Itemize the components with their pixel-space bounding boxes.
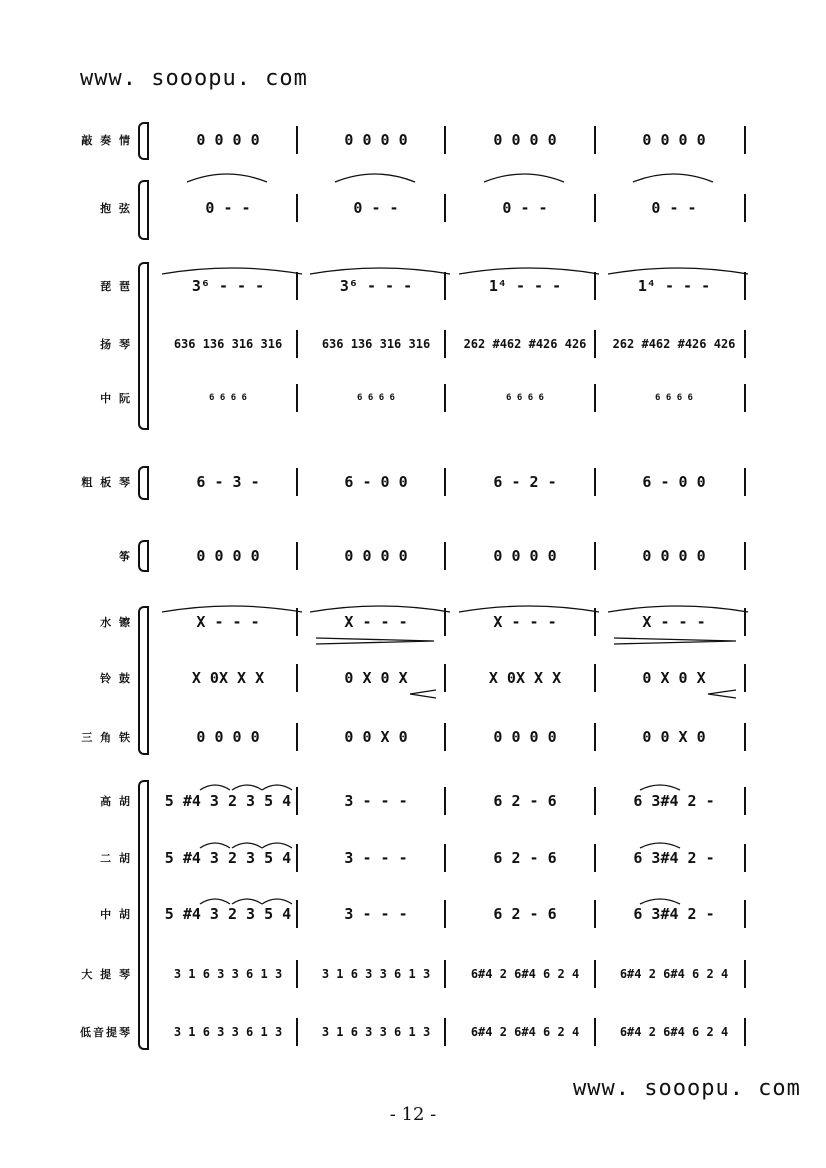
instrument-label: 低音提琴 — [80, 1026, 132, 1039]
measure: 0 X 0 X — [344, 669, 408, 687]
measure: 3⁶ - - - — [339, 277, 413, 295]
measure: 0 - - — [353, 199, 399, 217]
measure: X 0X X X — [191, 669, 265, 687]
measure: 6#4 2 6#4 6 2 4 — [619, 1025, 729, 1039]
measure: 0 0 0 0 — [196, 131, 260, 149]
slur — [232, 843, 262, 848]
slur — [200, 899, 230, 904]
measure: 3 1 6 3 3 6 1 3 — [321, 1025, 431, 1039]
tie — [187, 174, 267, 182]
measure: X - - - — [493, 613, 557, 631]
measure: 6 3#4 2 - — [633, 792, 715, 810]
measure: 3 1 6 3 3 6 1 3 — [321, 967, 431, 981]
tie — [459, 268, 599, 274]
crescendo-hairpin — [316, 638, 434, 644]
measure: 0 0 X 0 — [642, 728, 706, 746]
tie — [335, 174, 415, 182]
measure: 0 0 0 0 — [344, 547, 408, 565]
instrument-label: 三 角 铁 — [81, 731, 132, 744]
measure: 0 0 0 0 — [642, 131, 706, 149]
decrescendo-hairpin — [708, 690, 736, 698]
measure: 6 2 - 6 — [493, 792, 557, 810]
slur — [200, 843, 230, 848]
measure: 6 6 6 6 — [506, 393, 544, 403]
slur — [232, 785, 262, 790]
watermark-bottom: www. sooopu. com — [573, 1076, 801, 1101]
slur — [262, 899, 292, 904]
slur — [200, 785, 230, 790]
measure: 3⁶ - - - — [191, 277, 265, 295]
instrument-label: 抱 弦 — [100, 202, 132, 215]
measure: 3 1 6 3 3 6 1 3 — [173, 967, 283, 981]
instrument-label: 二 胡 — [100, 852, 132, 865]
tie — [162, 606, 302, 612]
tie — [608, 268, 748, 274]
measure: 0 - - — [205, 199, 251, 217]
measure: 6 3#4 2 - — [633, 905, 715, 923]
measure: 262 #462 #426 426 — [612, 337, 736, 351]
measure: X - - - — [642, 613, 706, 631]
measure: 5 #4 3 2 3 5 4 — [164, 792, 292, 810]
measure: 3 - - - — [344, 792, 408, 810]
tie — [310, 606, 450, 612]
crescendo-hairpin — [614, 638, 736, 644]
instrument-label: 大 提 琴 — [81, 968, 132, 981]
measure: 1⁴ - - - — [488, 277, 562, 295]
slur — [232, 899, 262, 904]
measure: 636 136 316 316 — [321, 337, 431, 351]
measure: 6 3#4 2 - — [633, 849, 715, 867]
instrument-label: 扬 琴 — [100, 338, 132, 351]
measure: 262 #462 #426 426 — [463, 337, 587, 351]
measure: 0 0 0 0 — [493, 728, 557, 746]
measure: 0 0 0 0 — [642, 547, 706, 565]
instrument-label: 铃 鼓 — [100, 672, 132, 685]
measure: 6 6 6 6 — [357, 393, 395, 403]
instrument-label: 中 胡 — [100, 908, 132, 921]
measure: 6 2 - 6 — [493, 849, 557, 867]
measure: 0 0 0 0 — [196, 728, 260, 746]
measure: 6 2 - 6 — [493, 905, 557, 923]
instrument-label: 水 镲 — [100, 616, 132, 629]
measure: 0 0 0 0 — [196, 547, 260, 565]
instrument-label: 粗 板 琴 — [81, 476, 132, 489]
instrument-label: 筝 — [119, 550, 132, 563]
measure: 5 #4 3 2 3 5 4 — [164, 905, 292, 923]
measure: X 0X X X — [488, 669, 562, 687]
slur — [640, 843, 680, 848]
instrument-label: 中 阮 — [100, 392, 132, 405]
slur — [640, 785, 680, 790]
measure: 6 - 0 0 — [642, 473, 706, 491]
measure: 0 X 0 X — [642, 669, 706, 687]
instrument-label: 琵 琶 — [100, 280, 132, 293]
measure: 1⁴ - - - — [637, 277, 711, 295]
slur — [640, 899, 680, 904]
page-number: - 12 - — [389, 1104, 437, 1125]
measure: 6 - 3 - — [196, 473, 260, 491]
measure: 636 136 316 316 — [173, 337, 283, 351]
decrescendo-hairpin — [410, 690, 436, 698]
tie — [633, 174, 713, 182]
instrument-label: 高 胡 — [100, 795, 132, 808]
measure: 0 0 0 0 — [493, 547, 557, 565]
measure: 3 - - - — [344, 905, 408, 923]
tie — [162, 268, 302, 274]
slur — [262, 843, 292, 848]
measure: 6#4 2 6#4 6 2 4 — [470, 1025, 580, 1039]
measure: 6 6 6 6 — [209, 393, 247, 403]
measure: 0 0 X 0 — [344, 728, 408, 746]
instrument-label: 敲 奏 情 — [81, 134, 132, 147]
measure: 6#4 2 6#4 6 2 4 — [619, 967, 729, 981]
measure: 6 6 6 6 — [655, 393, 693, 403]
measure: 3 - - - — [344, 849, 408, 867]
measure: 6 - 0 0 — [344, 473, 408, 491]
measure: 6 - 2 - — [493, 473, 557, 491]
measure: 0 - - — [502, 199, 548, 217]
measure: 0 0 0 0 — [344, 131, 408, 149]
slur — [262, 785, 292, 790]
tie — [310, 268, 450, 274]
measure: 5 #4 3 2 3 5 4 — [164, 849, 292, 867]
tie — [459, 606, 599, 612]
measure: X - - - — [196, 613, 260, 631]
watermark-top: www. sooopu. com — [80, 66, 308, 91]
measure: X - - - — [344, 613, 408, 631]
measure: 0 0 0 0 — [493, 131, 557, 149]
measure: 0 - - — [651, 199, 697, 217]
measure: 6#4 2 6#4 6 2 4 — [470, 967, 580, 981]
tie — [608, 606, 748, 612]
measure: 3 1 6 3 3 6 1 3 — [173, 1025, 283, 1039]
tie — [484, 174, 564, 182]
